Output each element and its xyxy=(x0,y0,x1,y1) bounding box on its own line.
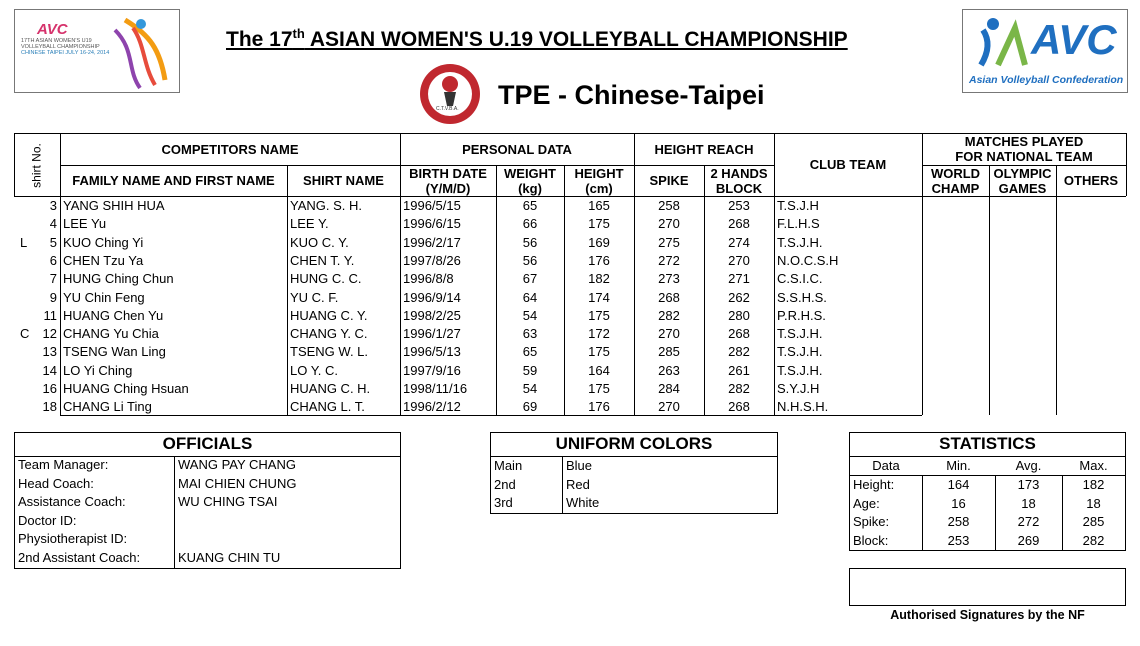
club-team-header: CLUB TEAM xyxy=(809,157,887,172)
player-spike: 282 xyxy=(658,308,680,323)
player-name: TSENG Wan Ling xyxy=(63,344,166,359)
player-birth-date: 1998/2/25 xyxy=(403,308,461,323)
official-role: 2nd Assistant Coach: xyxy=(18,549,141,565)
player-shirt-name: CHANG Y. C. xyxy=(290,326,368,341)
player-weight: 63 xyxy=(522,326,538,341)
stat-avg: 173 xyxy=(1017,477,1040,492)
stat-avg: 18 xyxy=(1021,495,1036,511)
uniform-label: 2nd xyxy=(494,476,516,492)
player-role: C xyxy=(20,326,30,341)
player-shirt-name: HUANG C. H. xyxy=(290,381,371,396)
personal-data-header: PERSONAL DATA xyxy=(462,142,572,157)
weight-unit: (kg) xyxy=(518,181,542,196)
player-shirt-name: YU C. F. xyxy=(290,290,339,305)
player-weight: 56 xyxy=(522,253,538,268)
event-title xyxy=(226,28,848,52)
event-logo-line: 17TH ASIAN WOMEN'S U19 xyxy=(21,38,92,44)
player-height: 175 xyxy=(588,344,610,359)
player-block: 282 xyxy=(728,344,750,359)
official-name: WANG PAY CHANG xyxy=(178,457,296,472)
olympic-games-header xyxy=(989,166,1056,196)
player-shirt-no: 4 xyxy=(49,216,57,231)
avc-logo xyxy=(962,9,1128,93)
stat-label: Block: xyxy=(853,532,889,548)
player-shirt-no: 14 xyxy=(42,363,57,378)
stat-max: 282 xyxy=(1082,532,1105,548)
player-shirt-name: KUO C. Y. xyxy=(290,235,349,250)
spike-header: SPIKE xyxy=(649,173,689,188)
official-role: Doctor ID: xyxy=(18,512,77,528)
uniform-title: UNIFORM COLORS xyxy=(555,434,713,453)
officials-box xyxy=(14,432,401,569)
stat-header: Max. xyxy=(1079,458,1108,473)
player-spike: 273 xyxy=(658,271,680,286)
player-club: N.H.S.H. xyxy=(777,399,829,414)
official-name: MAI CHIEN CHUNG xyxy=(178,475,297,491)
olympic-label-2: GAMES xyxy=(998,181,1047,196)
block-label-1: 2 HANDS xyxy=(710,166,768,181)
player-block: 268 xyxy=(728,326,750,341)
official-role: Head Coach: xyxy=(18,475,94,491)
player-height: 176 xyxy=(588,399,610,414)
signature-box xyxy=(849,568,1126,606)
player-height: 175 xyxy=(588,381,610,396)
player-shirt-no: 6 xyxy=(49,253,57,268)
stat-header: Min. xyxy=(946,458,971,473)
statistics-title: STATISTICS xyxy=(939,434,1036,453)
stat-min: 16 xyxy=(951,495,966,511)
stat-avg: 272 xyxy=(1017,514,1040,529)
stat-max: 18 xyxy=(1086,495,1101,511)
signature-label: Authorised Signatures by the NF xyxy=(890,608,1085,622)
height-reach-header: HEIGHT REACH xyxy=(654,142,754,157)
player-height: 175 xyxy=(588,216,610,231)
player-club: T.S.J.H xyxy=(777,198,819,213)
player-birth-date: 1996/2/17 xyxy=(403,235,461,250)
team-title: TPE - Chinese-Taipei xyxy=(498,80,765,110)
player-club: T.S.J.H. xyxy=(777,363,823,378)
player-name: LO Yi Ching xyxy=(63,363,133,378)
player-weight: 64 xyxy=(522,290,538,305)
player-birth-date: 1996/2/12 xyxy=(403,399,461,414)
olympic-label-1: OLYMPIC xyxy=(993,166,1052,181)
weight-header xyxy=(496,166,564,196)
uniform-color: White xyxy=(566,495,600,510)
official-role: Physiotherapist ID: xyxy=(18,531,128,546)
player-weight: 65 xyxy=(522,344,538,359)
player-spike: 275 xyxy=(658,235,680,250)
player-spike: 268 xyxy=(658,290,680,305)
player-club: F.L.H.S xyxy=(777,216,820,231)
player-club: N.O.C.S.H xyxy=(777,253,839,268)
birth-date-label: BIRTH DATE xyxy=(409,166,487,181)
player-club: C.S.I.C. xyxy=(777,271,823,286)
player-birth-date: 1996/5/15 xyxy=(403,198,461,213)
player-block: 282 xyxy=(728,381,750,396)
player-shirt-name: TSENG W. L. xyxy=(290,344,369,359)
player-birth-date: 1997/9/16 xyxy=(403,363,461,378)
event-logo xyxy=(14,9,180,93)
player-name: CHEN Tzu Ya xyxy=(63,253,144,268)
avc-logo-text: AVC xyxy=(1031,16,1117,63)
player-shirt-no: 3 xyxy=(49,198,57,213)
player-shirt-name: LEE Y. xyxy=(290,216,329,231)
player-spike: 272 xyxy=(658,253,680,268)
uniform-color: Blue xyxy=(566,458,593,473)
player-block: 268 xyxy=(728,216,750,231)
block-header xyxy=(704,166,774,196)
player-birth-date: 1997/8/26 xyxy=(403,253,461,268)
stat-max: 285 xyxy=(1082,514,1105,529)
event-logo-line: CHINESE TAIPEI JULY 16-24, 2014 xyxy=(21,50,110,56)
weight-label: WEIGHT xyxy=(504,166,556,181)
world-label-2: CHAMP xyxy=(931,181,980,196)
birth-date-header xyxy=(400,166,496,196)
matches-label-2: FOR NATIONAL TEAM xyxy=(955,149,1093,164)
player-block: 274 xyxy=(728,235,750,250)
player-birth-date: 1996/8/8 xyxy=(403,271,454,286)
player-height: 174 xyxy=(588,290,610,305)
roster-bottom-line xyxy=(60,415,922,416)
player-height: 182 xyxy=(588,271,610,286)
player-name: HUANG Ching Hsuan xyxy=(63,381,189,396)
player-shirt-name: LO Y. C. xyxy=(290,363,338,378)
player-weight: 59 xyxy=(522,363,538,378)
player-shirt-name: HUNG C. C. xyxy=(290,271,362,286)
player-weight: 54 xyxy=(522,308,538,323)
player-shirt-name: HUANG C. Y. xyxy=(290,308,368,323)
player-birth-date: 1998/11/16 xyxy=(403,381,468,396)
player-birth-date: 1996/6/15 xyxy=(403,216,461,231)
player-weight: 67 xyxy=(522,271,538,286)
player-shirt-no: 5 xyxy=(49,235,57,250)
birth-date-format: (Y/M/D) xyxy=(425,181,471,196)
player-shirt-no: 12 xyxy=(42,326,57,341)
stat-label: Spike: xyxy=(853,514,890,529)
player-block: 270 xyxy=(728,253,750,268)
event-title-rest: ASIAN WOMEN'S U.19 VOLLEYBALL CHAMPIONSHIP xyxy=(304,28,848,51)
player-shirt-no: 9 xyxy=(49,290,57,305)
player-shirt-no: 16 xyxy=(42,381,57,396)
world-champ-header xyxy=(922,166,989,196)
uniform-label: Main xyxy=(494,458,523,473)
height-label: HEIGHT xyxy=(574,166,624,181)
player-club: T.S.J.H. xyxy=(777,235,823,250)
player-birth-date: 1996/1/27 xyxy=(403,326,461,341)
emblem-text: C.T.V.B.A. xyxy=(436,106,459,112)
player-club: T.S.J.H. xyxy=(777,326,823,341)
officials-title: OFFICIALS xyxy=(162,434,253,453)
player-spike: 284 xyxy=(658,381,680,396)
player-height: 164 xyxy=(588,363,610,378)
shirt-no-header xyxy=(22,143,52,188)
official-name: KUANG CHIN TU xyxy=(178,549,281,565)
official-role: Assistance Coach: xyxy=(18,494,126,509)
player-weight: 65 xyxy=(522,198,538,213)
player-name: YU Chin Feng xyxy=(63,290,145,305)
player-name: YANG SHIH HUA xyxy=(63,198,165,213)
statistics-box xyxy=(849,432,1126,551)
player-shirt-name: CHEN T. Y. xyxy=(290,253,355,268)
stat-avg: 269 xyxy=(1017,532,1040,548)
player-height: 175 xyxy=(588,308,610,323)
height-header xyxy=(564,166,634,196)
event-title-prefix: The 17 xyxy=(226,28,293,51)
stat-header: Avg. xyxy=(1015,458,1042,473)
player-name: HUANG Chen Yu xyxy=(63,308,164,323)
player-spike: 263 xyxy=(658,363,680,378)
player-shirt-no: 7 xyxy=(49,271,57,286)
player-club: S.Y.J.H xyxy=(777,381,820,396)
stat-label: Age: xyxy=(853,495,880,511)
player-birth-date: 1996/5/13 xyxy=(403,344,461,359)
player-shirt-name: YANG. S. H. xyxy=(290,198,362,213)
player-spike: 258 xyxy=(658,198,680,213)
player-birth-date: 1996/9/14 xyxy=(403,290,461,305)
player-spike: 270 xyxy=(658,216,680,231)
world-label-1: WORLD xyxy=(930,166,981,181)
player-club: P.R.H.S. xyxy=(777,308,826,323)
event-logo-line: VOLLEYBALL CHAMPIONSHIP xyxy=(21,44,100,50)
player-club: T.S.J.H. xyxy=(777,344,823,359)
event-title-sup: th xyxy=(292,26,305,41)
player-shirt-no: 11 xyxy=(43,308,57,323)
official-name: WU CHING TSAI xyxy=(178,494,278,509)
player-weight: 54 xyxy=(522,381,538,396)
family-name-header: FAMILY NAME AND FIRST NAME xyxy=(72,173,275,188)
stat-min: 253 xyxy=(947,532,970,548)
official-role: Team Manager: xyxy=(18,457,109,472)
player-block: 253 xyxy=(728,198,750,213)
player-shirt-name: CHANG L. T. xyxy=(290,399,365,414)
others-header: OTHERS xyxy=(1063,173,1119,188)
player-name: CHANG Li Ting xyxy=(63,399,152,414)
height-unit: (cm) xyxy=(585,181,613,196)
player-height: 172 xyxy=(588,326,610,341)
competitors-name-header: COMPETITORS NAME xyxy=(161,142,299,157)
player-spike: 285 xyxy=(658,344,680,359)
player-block: 268 xyxy=(728,399,750,414)
player-name: LEE Yu xyxy=(63,216,107,231)
stat-min: 164 xyxy=(947,477,970,492)
uniform-label: 3rd xyxy=(494,495,513,510)
svg-text:AVC: AVC xyxy=(37,21,68,38)
player-block: 261 xyxy=(728,363,750,378)
player-block: 262 xyxy=(728,290,750,305)
uniform-color: Red xyxy=(566,476,590,492)
stat-min: 258 xyxy=(947,514,970,529)
matches-label-1: MATCHES PLAYED xyxy=(964,134,1084,149)
player-height: 169 xyxy=(588,235,610,250)
player-name: HUNG Ching Chun xyxy=(63,271,174,286)
player-name: CHANG Yu Chia xyxy=(63,326,159,341)
matches-played-header xyxy=(922,134,1126,164)
player-spike: 270 xyxy=(658,326,680,341)
player-weight: 69 xyxy=(522,399,538,414)
avc-caption: Asian Volleyball Confederation xyxy=(969,74,1124,86)
shirt-name-header: SHIRT NAME xyxy=(303,173,384,188)
shirt-no-header-label: shirt No. xyxy=(29,143,44,188)
player-weight: 66 xyxy=(522,216,538,231)
player-name: KUO Ching Yi xyxy=(63,235,144,250)
stat-header: Data xyxy=(872,458,900,473)
player-club: S.S.H.S. xyxy=(777,290,827,305)
player-weight: 56 xyxy=(522,235,538,250)
player-height: 165 xyxy=(588,198,610,213)
player-shirt-no: 18 xyxy=(42,399,57,414)
ctvba-emblem xyxy=(418,62,482,126)
player-spike: 270 xyxy=(658,399,680,414)
uniform-colors-box xyxy=(490,432,778,514)
player-block: 280 xyxy=(728,308,750,323)
player-shirt-no: 13 xyxy=(42,344,57,359)
stat-label: Height: xyxy=(853,477,895,492)
block-label-2: BLOCK xyxy=(715,181,763,196)
player-role: L xyxy=(20,235,28,250)
player-block: 271 xyxy=(728,271,750,286)
player-height: 176 xyxy=(588,253,610,268)
stat-max: 182 xyxy=(1082,477,1105,492)
